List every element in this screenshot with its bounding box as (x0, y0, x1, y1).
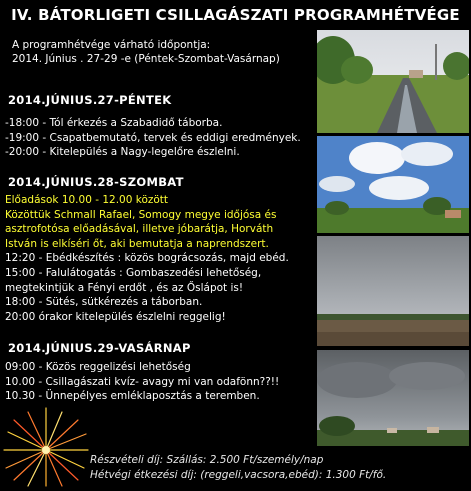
lecture-info: Közöttük Schmall Rafael, Somogy megye időjósa és (5, 208, 277, 221)
sunday-schedule (5, 360, 279, 404)
friday-schedule (5, 116, 301, 160)
intro-line: A programhétvége várható időpontja: (12, 39, 211, 51)
schedule-item: -20:00 - Kitelepülés a Nagy-legelőre észlelni. (5, 146, 240, 159)
photo-dark-sky (317, 350, 469, 446)
day-heading-saturday: 2014.JÚNIUS.28-SZOMBAT (8, 175, 184, 189)
fireworks-icon (0, 400, 92, 487)
schedule-item: 12:20 - Ebédkészítés : közös bográcsozás, majd ebéd. (5, 252, 289, 265)
photo-cloudy-field (317, 136, 469, 233)
photo-storm-clouds (317, 236, 469, 346)
schedule-item: 09:00 - Közös reggelizési lehetőség (5, 361, 191, 373)
footer-accommodation-fee: Részvételi díj: Szállás: 2.500 Ft/személy/nap (90, 454, 324, 466)
photo-wet-road (317, 30, 469, 133)
intro-text (12, 38, 312, 66)
schedule-item: 10.00 - Csillagászati kvíz- avagy mi van odafönn??!! (5, 375, 280, 388)
lecture-info: István is elkíséri őt, aki bemutatja a naprendszert. (5, 237, 269, 250)
lecture-info: asztrofotósa előadásával, illetve jóbarátja, Horváth (5, 223, 274, 236)
saturday-schedule (5, 193, 289, 324)
footer-meal-fee: Hétvégi étkezési díj: (reggeli,vacsora,ebéd): 1.300 Ft/fő. (90, 469, 387, 481)
schedule-item: 10.30 - Ünnepélyes emléklaposztás a teremben. (5, 390, 260, 403)
lecture-info: Előadások 10.00 - 12.00 között (5, 194, 169, 206)
schedule-item: -19:00 - Csapatbemutató, tervek és eddigi eredmények. (5, 131, 301, 144)
schedule-item: megtekintjük a Fényi erdőt , és az Őslápot is! (5, 281, 244, 294)
schedule-item: -18:00 - Tól érkezés a Szabadidő táborba. (5, 117, 223, 129)
day-heading-sunday: 2014.JÚNIUS.29-VASÁRNAP (8, 341, 191, 355)
schedule-item: 18:00 - Sütés, sütkérezés a táborban. (5, 296, 203, 309)
schedule-item: 20:00 órakor kitelepülés észlelni reggelig! (5, 310, 226, 323)
page-title: IV. BÁTORLIGETI CSILLAGÁSZATI PROGRAMHÉTVÉGE (11, 6, 460, 24)
day-heading-friday: 2014.JÚNIUS.27-PÉNTEK (8, 93, 172, 107)
intro-line: 2014. Június . 27-29 -e (Péntek-Szombat-Vasárnap) (12, 53, 280, 65)
schedule-item: 15:00 - Falulátogatás : Gombaszedési lehetőség, (5, 266, 262, 279)
